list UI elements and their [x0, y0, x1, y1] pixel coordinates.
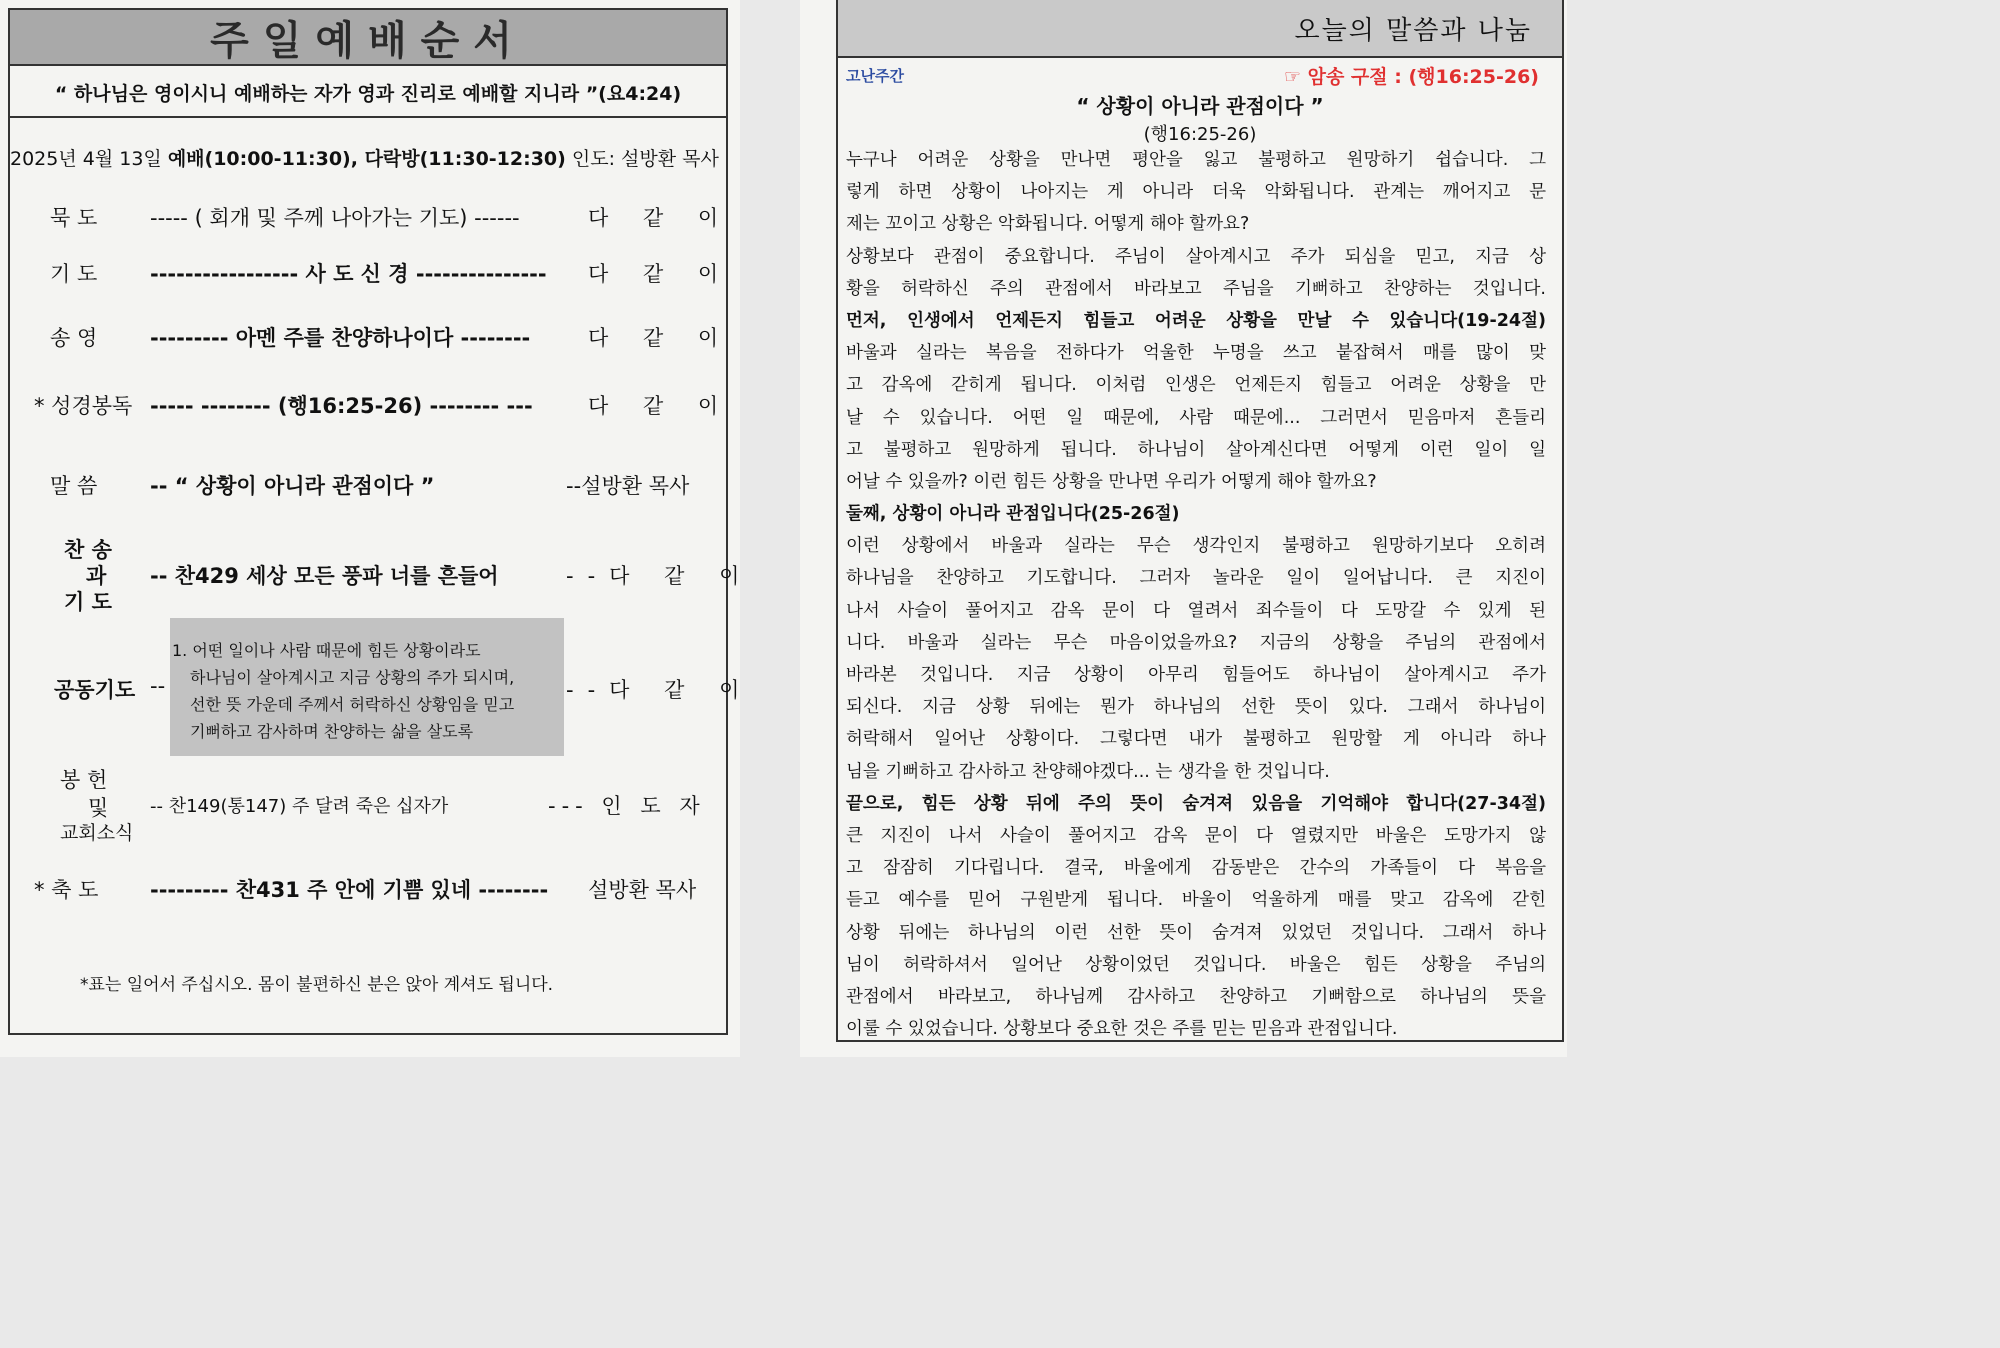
week-label: 고난주간 — [846, 67, 904, 85]
sermon-text-line: 제는 꼬이고 상황은 악화됩니다. 어떻게 해야 할까요? — [846, 214, 1250, 235]
order-leader: 다 같 이 — [588, 394, 733, 418]
order-detail: ----- ( 회개 및 주께 나아가는 기도) ------ — [150, 206, 520, 230]
service-times: 예배(10:00-11:30), 다락방(11:30-12:30) — [167, 148, 566, 170]
sermon-reference: (행16:25-26) — [1143, 124, 1257, 145]
sermon-text-line: 이런 상황에서 바울과 실라는 무슨 생각인지 불평하고 원망하기보다 오히려 — [846, 536, 1546, 557]
sermon-notes-header — [836, 0, 1564, 58]
joint-prayer-box — [170, 618, 564, 756]
order-leader: 다 같 이 — [588, 326, 733, 350]
prayer-line: 선한 뜻 가운데 주께서 허락하신 상황임을 믿고 — [190, 695, 515, 714]
memory-verse: ☞ 암송 구절 : (행16:25-26) — [1283, 66, 1539, 88]
sermon-text-line: 나서 사슬이 풀어지고 감옥 문이 다 열려서 죄수들이 다 도망갈 수 있게 된 — [846, 600, 1546, 621]
order-of-worship-header — [8, 8, 728, 66]
order-label: 묵 도 — [50, 206, 98, 230]
sermon-text-line: 관점에서 바라보고, 하나님께 감사하고 찬양하고 기뻐함으로 하나님의 뜻을 — [846, 986, 1546, 1007]
order-detail: -- 찬429 세상 모든 풍파 너를 흔들어 — [150, 564, 499, 588]
sermon-text-line: 고 감옥에 갇히게 됩니다. 이처럼 인생은 언제든지 힘들고 어려운 상황을 만 — [846, 375, 1546, 396]
order-detail: -- “ 상황이 아니라 관점이다 ” — [150, 474, 435, 498]
sermon-text-line: 상황 뒤에는 하나님의 이런 선한 뜻이 숨겨져 있었던 것입니다. 그래서 하나 — [846, 922, 1546, 943]
order-label: 송 영 — [50, 326, 98, 350]
order-leader: --- 인 도 자 — [548, 794, 706, 818]
order-detail: --------- 찬431 주 안에 기쁨 있네 -------- — [150, 878, 549, 902]
sermon-text-line: 바울과 실라는 복음을 전하다가 억울한 누명을 쓰고 붙잡혀서 매를 많이 맞 — [846, 343, 1546, 364]
order-detail: -- 찬149(통147) 주 달려 죽은 십자가 — [150, 796, 449, 817]
sermon-text-line: 님이 허락하셔서 일어난 상황이었던 것입니다. 바울은 힘든 상황을 주님의 — [846, 954, 1546, 975]
order-detail: ----- -------- (행16:25-26) -------- --- — [150, 394, 533, 418]
sermon-text-line: 바라본 것입니다. 지금 상황이 아무리 힘들어도 하나님이 살아계시고 주가 — [846, 665, 1546, 685]
sermon-body — [846, 144, 1546, 1045]
order-label: * 성경봉독 — [34, 394, 133, 418]
sermon-text-line: 이룰 수 있었습니다. 상황보다 중요한 것은 주를 믿는 믿음과 관점입니다. — [846, 1019, 1398, 1040]
sermon-text-line: 어날 수 있을까? 이런 힘든 상황을 만나면 우리가 어떻게 해야 할까요? — [846, 471, 1377, 492]
order-label: * 축 도 — [34, 878, 99, 902]
order-leader: 설방환 목사 — [588, 878, 697, 902]
order-label-line: 봉 헌 — [60, 768, 108, 792]
order-label-line: 교회소식 — [60, 822, 134, 844]
sermon-text-line: 허락해서 일어난 상황이다. 그렇다면 내가 불평하고 원망할 게 아니라 하나 — [846, 729, 1546, 750]
order-label: 기 도 — [50, 262, 98, 286]
sermon-text-line: 님을 기뻐하고 감사하고 찬양해야겠다... 는 생각을 한 것입니다. — [846, 761, 1330, 782]
sermon-text-line: 상황보다 관점이 중요합니다. 주님이 살아계시고 주가 되심을 믿고, 지금 상 — [846, 246, 1546, 267]
sermon-point-heading: 먼저, 인생에서 언제든지 힘들고 어려운 상황을 만날 수 있습니다(19-24절) — [846, 310, 1546, 331]
sermon-text-line: 하나님을 찬양하고 기도합니다. 그러자 놀라운 일이 일어납니다. 큰 지진이 — [846, 568, 1546, 589]
order-detail: --------- 아멘 주를 찬양하나이다 -------- — [150, 326, 531, 350]
prayer-line: 하나님이 살아계시고 지금 상황의 주가 되시며, — [190, 668, 515, 687]
order-detail: -- — [150, 674, 166, 698]
order-label-line: 과 — [86, 564, 107, 588]
sermon-text-line: 고 잠잠히 기다립니다. 결국, 바울에게 감동받은 간수의 가족들이 다 복음을 — [846, 858, 1546, 879]
section-title: 오늘의 말씀과 나눔 — [1294, 16, 1532, 46]
order-label-line: 및 — [88, 796, 109, 820]
sermon-point-heading: 끝으로, 힘든 상황 뒤에 주의 뜻이 숨겨져 있음을 기억해야 합니다(27-34절) — [846, 793, 1546, 814]
order-leader: 다 같 이 — [588, 262, 733, 286]
order-leader: 다 같 이 — [588, 206, 733, 230]
sermon-text-line: 듣고 예수를 믿어 구원받게 됩니다. 바울이 억울하게 매를 맞고 감옥에 갇힌 — [846, 890, 1546, 911]
page-title: 주일예배순서 — [210, 17, 526, 64]
prayer-line: 기뻐하고 감사하며 찬양하는 삶을 살도록 — [190, 722, 474, 741]
order-leader: --다 같 이 — [566, 564, 754, 588]
prayer-line: 1. 어떤 일이나 사람 때문에 힘든 상황이라도 — [172, 641, 481, 660]
order-label: 말 씀 — [50, 474, 98, 498]
order-detail: ----------------- 사 도 신 경 --------------- — [150, 262, 547, 286]
order-label-line: 찬 송 — [64, 538, 112, 562]
service-date: 2025년 4월 13일 — [10, 148, 168, 170]
sermon-text-line: 렇게 하면 상황이 나아지는 게 아니라 더욱 악화됩니다. 관계는 깨어지고 문 — [846, 182, 1546, 203]
service-leader: 인도: 설방환 목사 — [565, 148, 719, 170]
theme-verse: “ 하나님은 영이시니 예배하는 자가 영과 진리로 예배할 지니라 ”(요4:24) — [8, 68, 728, 118]
order-label: 공동기도 — [54, 678, 136, 702]
order-leader: --다 같 이 — [566, 678, 754, 702]
sermon-text-line: 고 불평하고 원망하게 됩니다. 하나님이 살아계신다면 어떻게 이런 일이 일 — [846, 439, 1546, 460]
sermon-text-line: 날 수 있습니다. 어떤 일 때문에, 사람 때문에... 그러면서 믿음마저 흔들리 — [846, 407, 1546, 428]
sermon-text-line: 황을 허락하신 주의 관점에서 바라보고 주님을 기뻐하고 찬양하는 것입니다. — [846, 278, 1546, 299]
sermon-title: “ 상황이 아니라 관점이다 ” — [1076, 94, 1324, 118]
service-date-line — [10, 144, 725, 171]
sermon-text-line: 누구나 어려운 상황을 만나면 평안을 잃고 불평하고 원망하기 쉽습니다. 그 — [846, 150, 1546, 170]
order-leader: --설방환 목사 — [566, 474, 690, 498]
sermon-text-line: 되신다. 지금 상황 뒤에는 뭔가 하나님의 선한 뜻이 있다. 그래서 하나님이 — [846, 697, 1546, 718]
order-label-line: 기 도 — [64, 590, 112, 614]
standing-note: *표는 일어서 주십시오. 몸이 불편하신 분은 앉아 계셔도 됩니다. — [80, 975, 554, 995]
sermon-point-heading: 둘째, 상황이 아니라 관점입니다(25-26절) — [846, 504, 1180, 525]
sermon-text-line: 큰 지진이 나서 사슬이 풀어지고 감옥 문이 다 열렸지만 바울은 도망가지 않 — [846, 825, 1546, 846]
sermon-text-line: 니다. 바울과 실라는 무슨 마음이었을까요? 지금의 상황을 주님의 관점에서 — [846, 632, 1546, 653]
